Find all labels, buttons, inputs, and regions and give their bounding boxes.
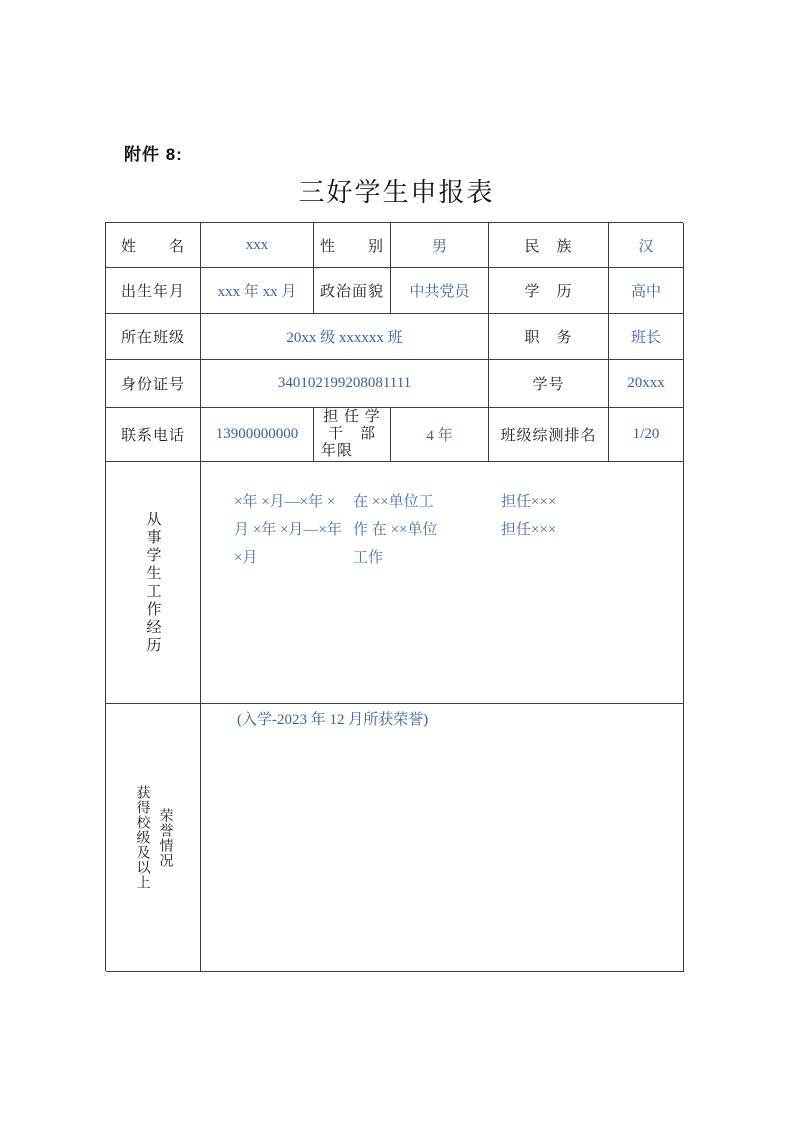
- experience-vertical-heading: 从事学生工作经历: [144, 510, 161, 655]
- id-number-label: 身份证号: [106, 360, 201, 408]
- class-rank-value: 1/20: [609, 408, 684, 462]
- birth-date-value: xxx 年 xx 月: [201, 268, 314, 314]
- attachment-label: 附件 8:: [124, 145, 183, 164]
- experience-time-line2: 月 ×年 ×月—×年: [234, 522, 342, 538]
- experience-place-column: [353, 488, 437, 572]
- cadre-years-value: 4 年: [391, 408, 489, 462]
- student-number-label: 学号: [489, 360, 609, 408]
- gender-label: 性 别: [314, 223, 391, 268]
- application-form-table: [105, 222, 683, 971]
- birth-date-label: 出生年月: [106, 268, 201, 314]
- ethnicity-label: 民 族: [489, 223, 609, 268]
- experience-time-line1: ×年 ×月—×年 ×: [234, 494, 336, 510]
- class-rank-label: 班级综测排名: [489, 408, 609, 462]
- id-number-value: 340102199208081111: [201, 360, 489, 408]
- honors-section-label: [106, 704, 201, 972]
- honors-vertical-heading-col2: 荣誉情况: [157, 807, 173, 868]
- honors-note: (入学-2023 年 12 月所获荣誉): [237, 712, 429, 728]
- cadre-years-label-line1: 担 任 学: [323, 409, 381, 425]
- name-value: xxx: [201, 223, 314, 268]
- experience-time-line3: ×月: [234, 550, 258, 566]
- class-label: 所在班级: [106, 314, 201, 360]
- political-status-label: 政治面貌: [314, 268, 391, 314]
- cadre-years-label: [314, 408, 391, 462]
- name-label: 姓 名: [106, 223, 201, 268]
- page-title: 三好学生申报表: [298, 178, 495, 207]
- student-number-value: 20xxx: [609, 360, 684, 408]
- education-value: 高中: [609, 268, 684, 314]
- experience-content-cell: [201, 462, 684, 704]
- experience-time-column: [234, 488, 342, 572]
- experience-place-line3: 工作: [353, 550, 384, 566]
- political-status-value: 中共党员: [391, 268, 489, 314]
- experience-role-column: [501, 488, 556, 544]
- phone-label: 联系电话: [106, 408, 201, 462]
- experience-role-line1: 担任×××: [501, 494, 557, 510]
- honors-content-cell: [201, 704, 684, 972]
- experience-section-label: [106, 462, 201, 704]
- honors-vertical-heading-col1: 获得校级及以上: [134, 785, 150, 890]
- experience-place-line1: 在 ××单位工: [353, 494, 434, 510]
- class-value: 20xx 级 xxxxxx 班: [201, 314, 489, 360]
- position-value: 班长: [609, 314, 684, 360]
- ethnicity-value: 汉: [609, 223, 684, 268]
- cadre-years-label-line2: 干 部: [327, 426, 376, 442]
- education-label: 学 历: [489, 268, 609, 314]
- phone-value: 13900000000: [201, 408, 314, 462]
- cadre-years-label-line3: 年限: [321, 443, 354, 459]
- gender-value: 男: [391, 223, 489, 268]
- experience-place-line2: 作 在 ××单位: [353, 522, 438, 538]
- experience-role-line2: 担任×××: [501, 522, 557, 538]
- position-label: 职 务: [489, 314, 609, 360]
